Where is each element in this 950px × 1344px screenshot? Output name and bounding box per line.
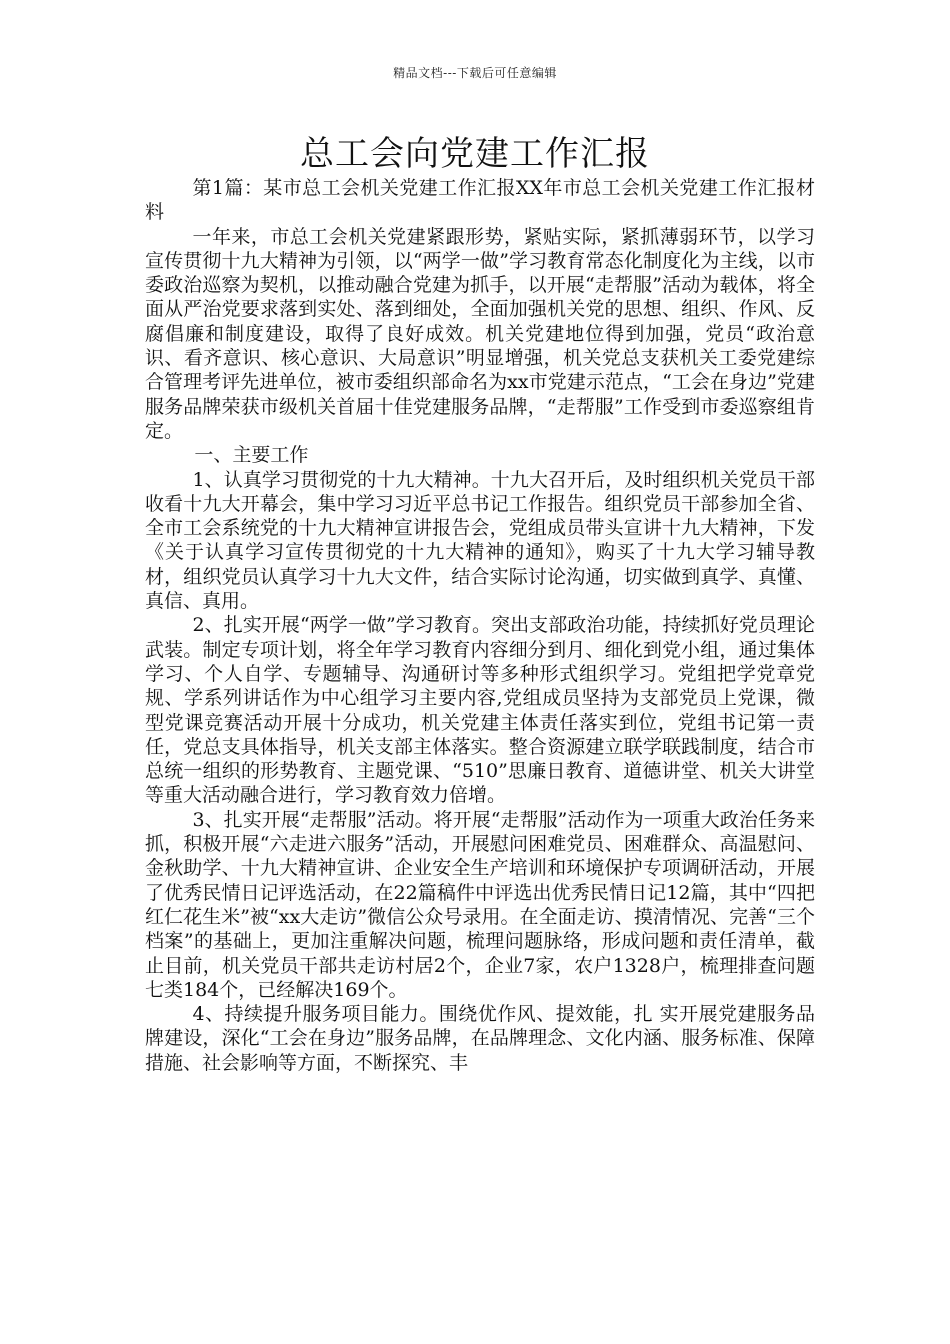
section-heading: 一、主要工作 <box>194 444 309 467</box>
intro-paragraph: 一年来，市总工会机关党建紧跟形势，紧贴实际，紧抓薄弱环节，以学习宣传贯彻十九大精神为引领，以“两学一做”学习教育常态化制度化为主线，以市委政治巡察为契机，以推动融合党建为抓手，以开展“走帮服”活动为载体，将全面从严治党要求落到实处、落到细处，全面加强机关党的思想、组织、作风、反腐倡廉和制度建设，取得了良好成效。机关党建地位得到加强，党员“政治意识、看齐意识、核心意识、大局意识”明显增强，机关党总支获机关工委党建综合管理考评先进单位，被市委组织部命名为xx市党建示范点，“工会在身边”党建服务品牌荣获市级机关首届十佳党建服务品牌，“走帮服”工作受到市委巡察组肯定。 <box>145 225 815 442</box>
paragraph-3: 3、扎实开展“走帮服”活动。将开展“走帮服”活动作为一项重大政治任务来抓，积极开展“六走进六服务”活动，开展慰问困难党员、困难群众、高温慰问、金秋助学、十九大精神宣讲、企业安全生产培训和环境保护专项调研活动，开展了优秀民情日记评选活动，在22篇稿件中评选出优秀民情日记12篇，其中“四把红仁花生米”被“xx大走访”微信公众号录用。在全面走访、摸清情况、完善“三个档案”的基础上，更加注重解决问题，梳理问题脉络，形成问题和责任清单，截止目前，机关党员干部共走访村居2个，企业7家，农户1328户，梳理排查问题七类184个，已经解决169个。 <box>145 808 815 1001</box>
paragraph-1: 1、认真学习贯彻党的十九大精神。十九大召开后，及时组织机关党员干部收看十九大开幕会，集中学习习近平总书记工作报告。组织党员干部参加全省、全市工会系统党的十九大精神宣讲报告会，党组成员带头宣讲十九大精神，下发《关于认真学习宣传贯彻党的十九大精神的通知》，购买了十九大学习辅导教材，组织党员认真学习十九大文件，结合实际讨论沟通，切实做到真学、真懂、真信、真用。 <box>145 468 815 613</box>
document-body <box>145 176 815 1075</box>
header-note: 精品文档---下载后可任意编辑 <box>393 66 557 80</box>
document-title: 总工会向党建工作汇报 <box>300 134 650 174</box>
paragraph-2: 2、扎实开展“两学一做”学习教育。突出支部政治功能，持续抓好党员理论武装。制定专项计划，将全年学习教育内容细分到月、细化到党小组，通过集体学习、个人自学、专题辅导、沟通研讨等多种形式组织学习。党组把学党章党规、学系列讲话作为中心组学习主要内容,党组成员坚持为支部党员上党课，微型党课竞赛活动开展十分成功，机关党建主体责任落实到位，党组书记第一责任，党总支具体指导，机关支部主体落实。整合资源建立联学联践制度，结合市总统一组织的形势教育、主题党课、“510”思廉日教育、道德讲堂、机关大讲堂等重大活动融合进行，学习教育效力倍增。 <box>145 614 815 807</box>
article-heading: 第1篇：某市总工会机关党建工作汇报XX年市总工会机关党建工作汇报材料 <box>145 177 815 224</box>
paragraph-4: 4、持续提升服务项目能力。围绕优作风、提效能，扎 实开展党建服务品牌建设，深化“工会在身边”服务品牌，在品牌理念、文化内涵、服务标准、保障措施、社会影响等方面，不断探究、丰 <box>145 1003 815 1074</box>
